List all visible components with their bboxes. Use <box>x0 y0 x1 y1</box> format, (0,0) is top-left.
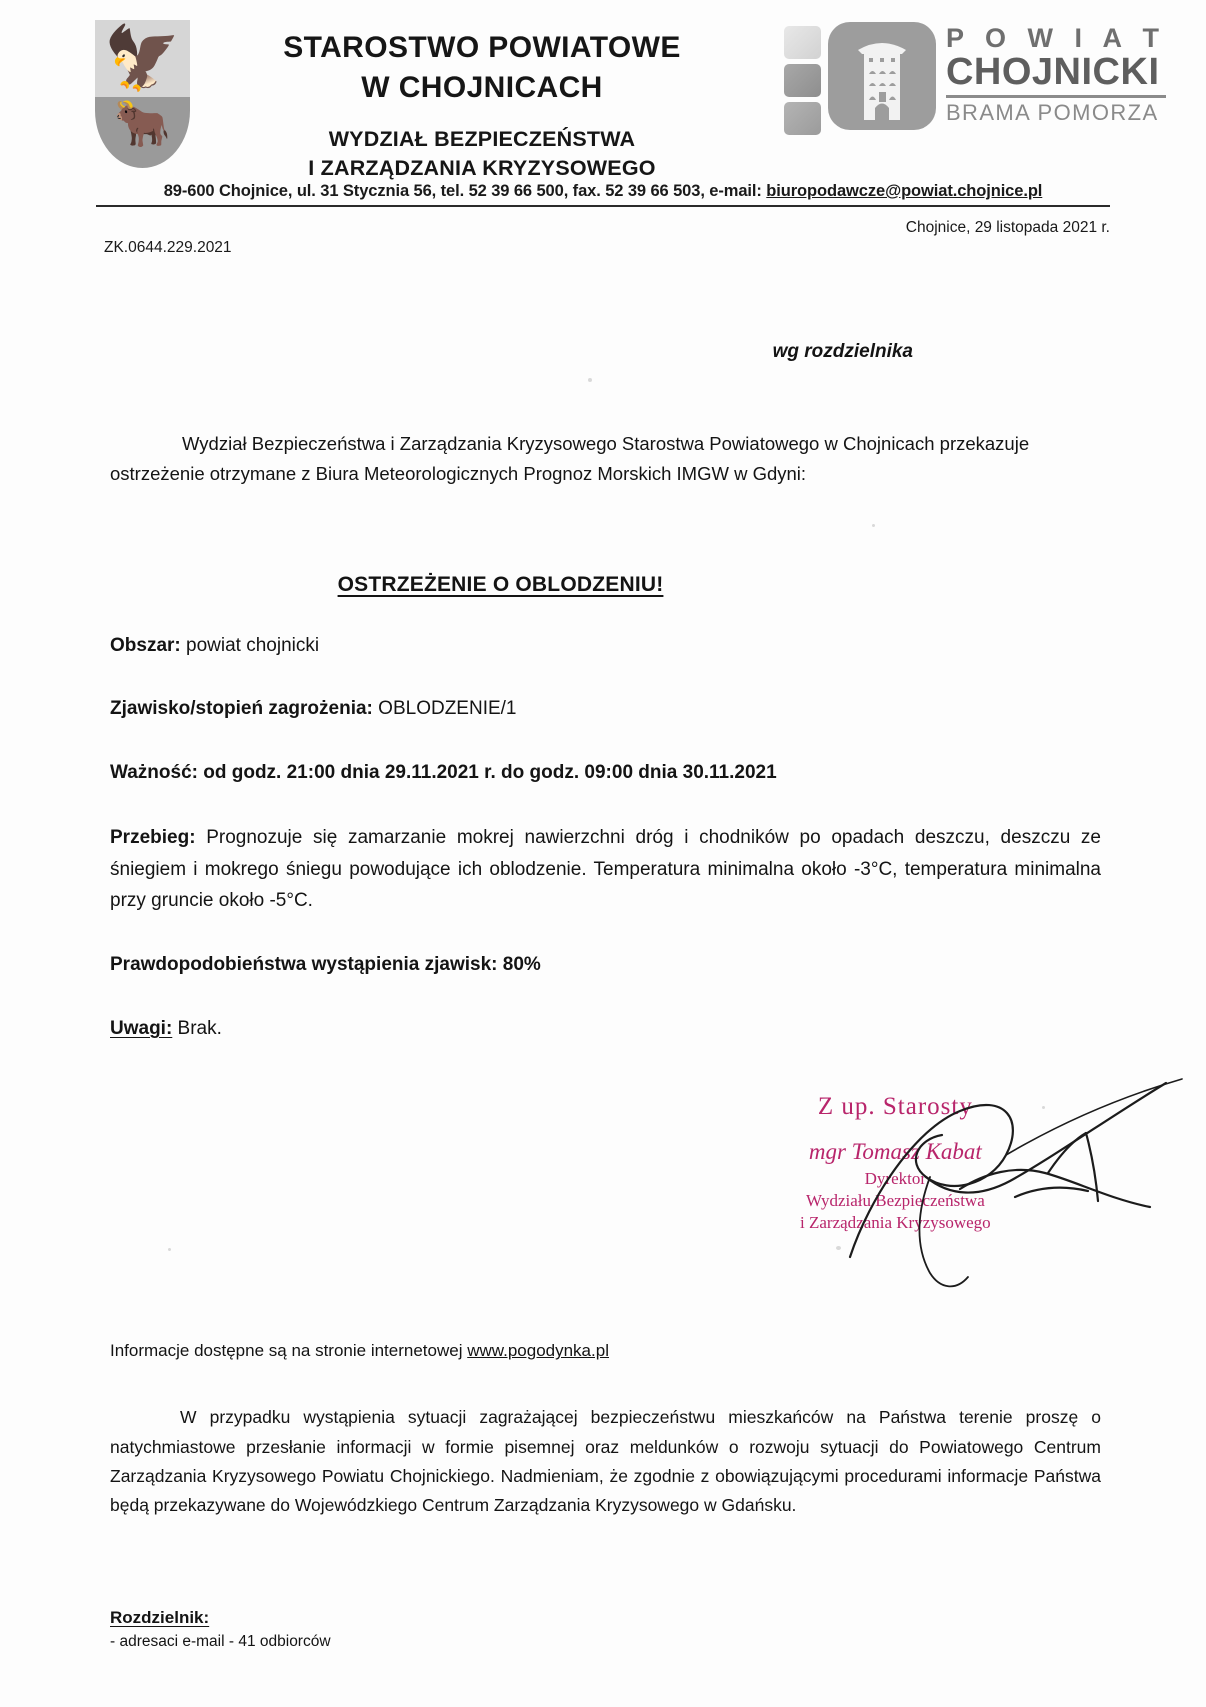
signature-area <box>110 1077 1101 1327</box>
office-title-line2: W CHOJNICACH <box>361 70 603 104</box>
address-text: 89-600 Chojnice, ul. 31 Stycznia 56, tel. 52 39 66 500, fax. 52 39 66 503, e-mail: <box>163 182 767 200</box>
address-bar <box>0 182 1206 207</box>
stamp-line-position: Dyrektor <box>864 1169 927 1189</box>
pogodynka-link[interactable]: www.pogodynka.pl <box>467 1341 609 1361</box>
field-phenomenon <box>110 695 1101 724</box>
distribution-block <box>110 1608 1101 1651</box>
reference-number: ZK.0644.229.2021 <box>104 239 232 256</box>
logo-text-block <box>946 22 1166 125</box>
gate-tower-icon <box>828 22 936 130</box>
stamp-line-department-1: Wydziału Bezpieczeństwa <box>805 1191 985 1211</box>
stamp-line-department-2: i Zarządzania Kryzysowego <box>800 1213 991 1233</box>
field-remarks-label: Uwagi: <box>110 1017 173 1039</box>
distribution-title: Rozdzielnik: <box>110 1607 210 1627</box>
logo-squares-decoration <box>784 26 821 135</box>
warning-title <box>110 573 1101 597</box>
intro-paragraph: Wydział Bezpieczeństwa i Zarządzania Kryzysowego Starostwa Powiatowego w Chojnicach przekazuje ostrzeżenie otrzymane z Biura Meteorologicznych Prognoz Morskich IMGW w Gdyni: <box>110 433 1030 484</box>
warning-title-text: OSTRZEŻENIE O OBLODZENIU! <box>337 572 664 596</box>
department-line1: WYDZIAŁ BEZPIECZEŃSTWA <box>328 127 636 152</box>
place-and-date: Chojnice, 29 listopada 2021 r. <box>905 219 1110 236</box>
logo-square-2 <box>784 64 821 97</box>
field-course-value: Prognozuje się zamarzanie mokrej nawierzchni dróg i chodników po opadach deszczu, deszczu ze śniegiem i mokrego śniegu powodujące ich oblodzenie. Temperatura minimalna około -3°C, temperatura minimalna przy gruncie około -5°C. <box>110 827 1101 912</box>
email-link[interactable]: biuropodawcze@powiat.chojnice.pl <box>766 182 1043 200</box>
office-title-line1: STAROSTWO POWIATOWE <box>283 31 681 64</box>
gate-tower-svg <box>828 22 936 130</box>
document-body <box>0 341 1206 1651</box>
bull-head-icon: 🐂 <box>113 97 172 149</box>
info-text: Informacje dostępne są na stronie internetowej <box>110 1341 468 1361</box>
addressee: wg rozdzielnika <box>772 341 913 362</box>
field-validity: Ważność: od godz. 21:00 dnia 29.11.2021 r. do godz. 09:00 dnia 30.11.2021 <box>110 761 777 783</box>
stamp-line-name: mgr Tomasz Kabat <box>808 1139 982 1165</box>
distribution-item: - adresaci e-mail - 41 odbiorców <box>110 1632 331 1650</box>
field-course <box>110 822 1101 916</box>
closing-paragraph: W przypadku wystąpienia sytuacji zagrażającej bezpieczeństwu mieszkańców na Państwa terenie proszę o natychmiastowe przesłanie informacji w formie pisemnej oraz meldunków o rozwoju sytuacji do Powiatowego Centrum Zarządzania Kryzysowego Powiatu Chojnickiego. Nadmieniam, że zgodnie z obowiązującymi procedurami informacje Państwa będą przekazywane do Wojewódzkiego Centrum Zarządzania Kryzysowego w Gdańsku. <box>110 1407 1101 1515</box>
info-availability-line <box>110 1341 1101 1361</box>
document-header <box>0 0 1206 180</box>
field-phenomenon-label: Zjawisko/stopień zagrożenia: <box>110 698 373 720</box>
signature-stamp <box>800 1093 991 1233</box>
coat-of-arms-icon <box>95 20 190 168</box>
logo-powiat-text: P O W I A T <box>945 23 1166 53</box>
field-course-label: Przebieg: <box>110 827 196 849</box>
logo-tagline: BRAMA POMORZA <box>945 99 1159 125</box>
field-area-label: Obszar: <box>110 634 181 656</box>
logo-chojnicki-text: CHOJNICKI <box>945 50 1160 93</box>
office-title-block <box>190 14 784 184</box>
powiat-chojnicki-logo <box>784 22 1166 135</box>
eagle-icon: 🦅 <box>103 24 182 93</box>
field-area-value: powiat chojnicki <box>180 634 320 656</box>
department-line2: I ZARZĄDZANIA KRYZYSOWEGO <box>308 156 656 181</box>
logo-divider <box>946 95 1166 98</box>
field-probability: Prawdopodobieństwa wystąpienia zjawisk: 80% <box>110 954 541 976</box>
field-area <box>110 632 1101 661</box>
field-phenomenon-value: OBLODZENIE/1 <box>372 698 517 720</box>
logo-square-1 <box>784 26 821 59</box>
document-meta <box>0 207 1206 269</box>
logo-square-3 <box>784 102 821 135</box>
field-remarks <box>110 1015 1101 1044</box>
field-remarks-value: Brak. <box>172 1017 222 1039</box>
address-line <box>96 182 1110 205</box>
stamp-line-authority: Z up. Starosty <box>817 1093 973 1121</box>
